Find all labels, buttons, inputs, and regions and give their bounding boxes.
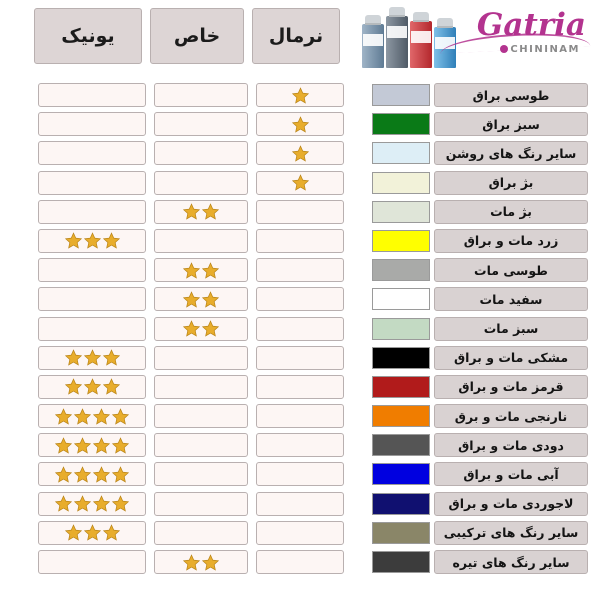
star-icon bbox=[103, 232, 120, 249]
star-icon bbox=[74, 495, 91, 512]
star-icon bbox=[103, 349, 120, 366]
rating-cell-special[interactable] bbox=[154, 521, 248, 545]
star-icon bbox=[55, 466, 72, 483]
rating-cell-unique[interactable] bbox=[38, 258, 146, 282]
table-row bbox=[0, 197, 600, 226]
rating-cell-unique[interactable] bbox=[38, 287, 146, 311]
star-icon bbox=[65, 524, 82, 541]
brand-dot-icon bbox=[500, 45, 508, 53]
rating-cell-special[interactable] bbox=[154, 171, 248, 195]
star-icon bbox=[202, 291, 219, 308]
rating-cell-special[interactable] bbox=[154, 375, 248, 399]
star-icon bbox=[292, 145, 309, 162]
star-icon bbox=[202, 320, 219, 337]
table-row bbox=[0, 138, 600, 167]
rating-cell-unique[interactable] bbox=[38, 346, 146, 370]
star-icon bbox=[55, 437, 72, 454]
star-icon bbox=[292, 87, 309, 104]
star-icon bbox=[74, 466, 91, 483]
star-icon bbox=[183, 203, 200, 220]
star-icon bbox=[65, 349, 82, 366]
rating-cell-special[interactable] bbox=[154, 200, 248, 224]
color-name: سبز مات bbox=[434, 317, 588, 341]
rating-cell-normal[interactable] bbox=[256, 112, 344, 136]
color-name: زرد مات و براق bbox=[434, 229, 588, 253]
rating-cell-special[interactable] bbox=[154, 433, 248, 457]
star-icon bbox=[84, 232, 101, 249]
color-name: لاجوردی مات و براق bbox=[434, 492, 588, 516]
rating-cell-special[interactable] bbox=[154, 317, 248, 341]
star-icon bbox=[74, 437, 91, 454]
star-icon bbox=[93, 437, 110, 454]
rating-cell-normal[interactable] bbox=[256, 550, 344, 574]
star-icon bbox=[183, 291, 200, 308]
color-name: آبی مات و براق bbox=[434, 462, 588, 486]
table-row bbox=[0, 284, 600, 313]
color-swatch bbox=[372, 84, 430, 106]
star-icon bbox=[84, 349, 101, 366]
star-icon bbox=[202, 203, 219, 220]
color-swatch bbox=[372, 201, 430, 223]
table-row bbox=[0, 372, 600, 401]
rating-cell-unique[interactable] bbox=[38, 433, 146, 457]
color-swatch bbox=[372, 288, 430, 310]
color-name: سایر رنگ های ترکیبی bbox=[434, 521, 588, 545]
rating-cell-unique[interactable] bbox=[38, 521, 146, 545]
star-icon bbox=[84, 524, 101, 541]
color-name: نارنجی مات و برق bbox=[434, 404, 588, 428]
color-name: دودی مات و براق bbox=[434, 433, 588, 457]
color-swatch bbox=[372, 493, 430, 515]
column-header-special: خاص bbox=[150, 8, 244, 64]
table-row bbox=[0, 518, 600, 547]
column-header-unique: یونیک bbox=[34, 8, 142, 64]
color-name: بژ مات bbox=[434, 200, 588, 224]
star-icon bbox=[112, 408, 129, 425]
rating-cell-normal[interactable] bbox=[256, 258, 344, 282]
rating-cell-normal[interactable] bbox=[256, 287, 344, 311]
color-swatch bbox=[372, 230, 430, 252]
rating-cell-special[interactable] bbox=[154, 112, 248, 136]
color-name: بژ براق bbox=[434, 171, 588, 195]
spray-can-cluster-icon bbox=[360, 6, 456, 68]
table-row bbox=[0, 430, 600, 459]
color-name: سایر رنگ های روشن bbox=[434, 141, 588, 165]
table-row bbox=[0, 314, 600, 343]
rating-cell-normal[interactable] bbox=[256, 200, 344, 224]
rating-cell-unique[interactable] bbox=[38, 83, 146, 107]
table-row bbox=[0, 547, 600, 576]
table-row bbox=[0, 489, 600, 518]
rating-cell-unique[interactable] bbox=[38, 462, 146, 486]
rating-cell-normal[interactable] bbox=[256, 141, 344, 165]
brand-subtitle bbox=[500, 44, 580, 55]
color-name: سفید مات bbox=[434, 287, 588, 311]
table-header bbox=[26, 8, 340, 64]
star-icon bbox=[292, 116, 309, 133]
star-icon bbox=[112, 466, 129, 483]
star-icon bbox=[84, 378, 101, 395]
color-swatch bbox=[372, 259, 430, 281]
star-icon bbox=[112, 495, 129, 512]
star-icon bbox=[292, 174, 309, 191]
star-icon bbox=[74, 408, 91, 425]
rating-cell-normal[interactable] bbox=[256, 433, 344, 457]
star-icon bbox=[93, 408, 110, 425]
color-swatch bbox=[372, 551, 430, 573]
star-icon bbox=[202, 262, 219, 279]
table-row bbox=[0, 255, 600, 284]
rating-cell-normal[interactable] bbox=[256, 375, 344, 399]
star-icon bbox=[112, 437, 129, 454]
rating-cell-normal[interactable] bbox=[256, 521, 344, 545]
rating-cell-unique[interactable] bbox=[38, 404, 146, 428]
table-row bbox=[0, 459, 600, 488]
color-name: طوسی مات bbox=[434, 258, 588, 282]
rating-cell-normal[interactable] bbox=[256, 171, 344, 195]
star-icon bbox=[202, 554, 219, 571]
color-swatch bbox=[372, 376, 430, 398]
rating-cell-unique[interactable] bbox=[38, 112, 146, 136]
brand-name: Gatria bbox=[476, 7, 586, 43]
rating-cell-special[interactable] bbox=[154, 141, 248, 165]
brand-subtitle-text: CHININAM bbox=[510, 44, 580, 55]
color-swatch bbox=[372, 434, 430, 456]
color-swatch bbox=[372, 172, 430, 194]
rating-cell-unique[interactable] bbox=[38, 375, 146, 399]
color-name: سبز براق bbox=[434, 112, 588, 136]
column-header-normal: نرمال bbox=[252, 8, 340, 64]
rating-cell-unique[interactable] bbox=[38, 550, 146, 574]
color-name: قرمز مات و براق bbox=[434, 375, 588, 399]
rating-cell-special[interactable] bbox=[154, 258, 248, 282]
rating-cell-special[interactable] bbox=[154, 492, 248, 516]
rating-cell-special[interactable] bbox=[154, 462, 248, 486]
table-row bbox=[0, 109, 600, 138]
rating-cell-normal[interactable] bbox=[256, 317, 344, 341]
rating-cell-special[interactable] bbox=[154, 404, 248, 428]
color-swatch bbox=[372, 347, 430, 369]
table-row bbox=[0, 401, 600, 430]
star-icon bbox=[55, 408, 72, 425]
table-body bbox=[0, 80, 600, 576]
color-swatch bbox=[372, 405, 430, 427]
color-name: سایر رنگ های تیره bbox=[434, 550, 588, 574]
rating-cell-normal[interactable] bbox=[256, 404, 344, 428]
color-name: طوسی براق bbox=[434, 83, 588, 107]
rating-cell-unique[interactable] bbox=[38, 229, 146, 253]
star-icon bbox=[183, 320, 200, 337]
brand-logo bbox=[360, 4, 590, 70]
table-row bbox=[0, 226, 600, 255]
color-swatch bbox=[372, 318, 430, 340]
rating-cell-special[interactable] bbox=[154, 83, 248, 107]
star-icon bbox=[103, 524, 120, 541]
star-icon bbox=[93, 466, 110, 483]
table-row bbox=[0, 343, 600, 372]
rating-cell-normal[interactable] bbox=[256, 346, 344, 370]
star-icon bbox=[65, 378, 82, 395]
rating-cell-normal[interactable] bbox=[256, 462, 344, 486]
rating-cell-unique[interactable] bbox=[38, 141, 146, 165]
color-name: مشکی مات و براق bbox=[434, 346, 588, 370]
table-row bbox=[0, 168, 600, 197]
color-swatch bbox=[372, 113, 430, 135]
color-swatch bbox=[372, 522, 430, 544]
rating-cell-normal[interactable] bbox=[256, 229, 344, 253]
table-row bbox=[0, 80, 600, 109]
star-icon bbox=[183, 262, 200, 279]
star-icon bbox=[65, 232, 82, 249]
star-icon bbox=[103, 378, 120, 395]
color-swatch bbox=[372, 463, 430, 485]
color-swatch bbox=[372, 142, 430, 164]
star-icon bbox=[183, 554, 200, 571]
rating-cell-unique[interactable] bbox=[38, 200, 146, 224]
rating-cell-normal[interactable] bbox=[256, 83, 344, 107]
rating-cell-special[interactable] bbox=[154, 550, 248, 574]
rating-cell-normal[interactable] bbox=[256, 492, 344, 516]
rating-cell-unique[interactable] bbox=[38, 171, 146, 195]
rating-cell-special[interactable] bbox=[154, 287, 248, 311]
rating-cell-special[interactable] bbox=[154, 229, 248, 253]
rating-cell-special[interactable] bbox=[154, 346, 248, 370]
rating-cell-unique[interactable] bbox=[38, 492, 146, 516]
star-icon bbox=[55, 495, 72, 512]
rating-cell-unique[interactable] bbox=[38, 317, 146, 341]
star-icon bbox=[93, 495, 110, 512]
